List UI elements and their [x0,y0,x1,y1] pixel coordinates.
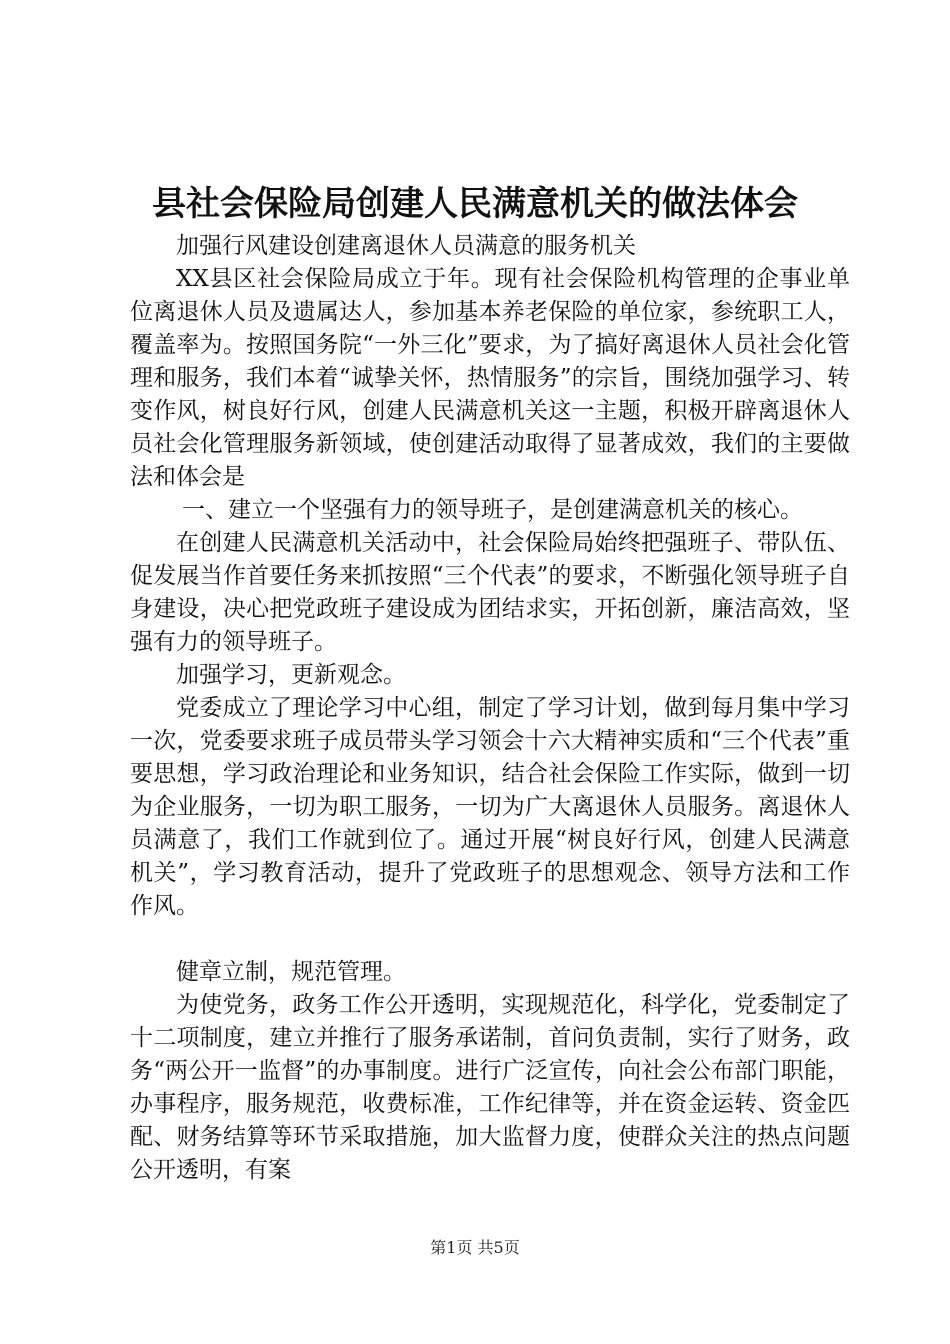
paragraph-rules: 为使党务，政务工作公开透明，实现规范化，科学化，党委制定了十二项制度，建立并推行了服务承诺制，首问负责制，实行了财务，政务“两公开一监督”的办事制度。进行广泛宣传，向社会公布部门职能，办事程序，服务规范，收费标准，工作纪律等，并在资金运转、资金匹配、财务结算等环节采取措施，加大监督力度，使群众关注的热点问题公开透明，有案 [130,992,850,1183]
paragraph-study: 党委成立了理论学习中心组，制定了学习计划，做到每月集中学习一次，党委要求班子成员带头学习领会十六大精神实质和“三个代表”重要思想，学习政治理论和业务知识，结合社会保险工作实际，做到一切为企业服务，一切为职工服务，一切为广大离退休人员服务。离退休人员满意了，我们工作就到位了。通过开展“树良好行风，创建人民满意机关”，学习教育活动，提升了党政班子的思想观念、领导方法和工作作风。 [130,695,850,919]
paragraph-intro: XX县区社会保险局成立于年。现有社会保险机构管理的企事业单位离退休人员及遗属达人，参加基本养老保险的单位家，参统职工人，覆盖率为。按照国务院“一外三化”要求，为了搞好离退休人员社会化管理和服务，我们本着“诚挚关怀，热情服务”的宗旨，围绕加强学习、转变作风，树良好行风，创建人民满意机关这一主题，积极开辟离退休人员社会化管理服务新领域，使创建活动取得了显著成效，我们的主要做法和体会是 [130,266,850,490]
document-title: 县社会保险局创建人民满意机关的做法体会 [152,184,798,224]
paragraph-leadership: 在创建人民满意机关活动中，社会保险局始终把强班子、带队伍、促发展当作首要任务来抓按照“三个代表”的要求，不断强化领导班子自身建设，决心把党政班子建设成为团结求实，开拓创新，廉洁高效，坚强有力的领导班子。 [130,530,850,655]
subheading-rules: 健章立制，规范管理。 [176,959,406,985]
page-number: 第1页 共5页 [430,1238,520,1257]
paragraph-gap [130,923,850,956]
paragraph-subtitle: 加强行风建设创建离退休人员满意的服务机关 [176,233,636,259]
subheading-study: 加强学习，更新观念。 [176,662,406,688]
document-body [130,230,850,1187]
section-heading-1: 一、建立一个坚强有力的领导班子，是创建满意机关的核心。 [182,497,803,523]
